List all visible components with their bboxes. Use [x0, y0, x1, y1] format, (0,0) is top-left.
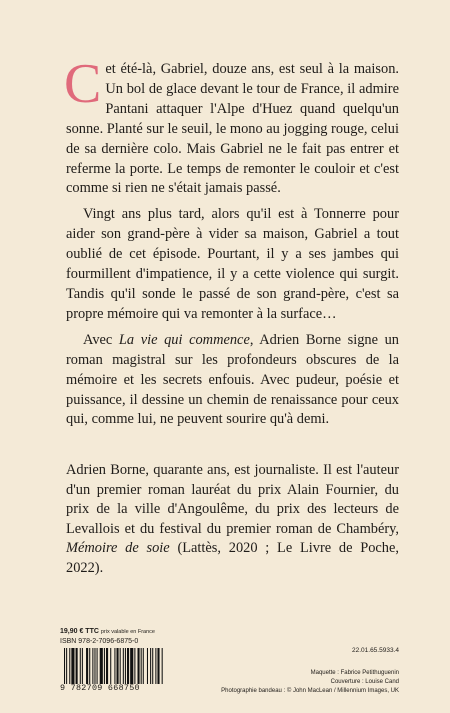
blurb-paragraph-3 [66, 331, 399, 431]
price-isbn-block [60, 627, 170, 693]
barcode-bar [71, 648, 74, 684]
barcode-bar [80, 648, 81, 684]
barcode-bar [143, 648, 144, 684]
barcode-bar [147, 648, 148, 684]
barcode-bar [110, 648, 111, 684]
author-bio [66, 461, 399, 579]
blurb-p3-rest: , Adrien Borne signe un roman magistral sur les profondeurs obscures de la mémoire et les secrets enfouis. Avec pudeur, poésie et puissance, il dessine un chemin de renaissance pour ceux qui, comme lui, ne peuvent sourire qu'à demi. [66, 331, 399, 428]
barcode-bar [94, 648, 95, 684]
barcode-bar [157, 648, 159, 684]
back-cover-blurb [64, 53, 399, 430]
barcode-bar [104, 648, 105, 684]
blurb-paragraph-2: Vingt ans plus tard, alors qu'il est à Tonnerre pour aider son grand-père à vider sa maison, Gabriel a tout oublié de cet épisode. Pourtant, il y a ses jambes qui fourmillent d'impatience, il y a cette violence qui surgit. Tandis qu'il sonde le passé de son grand-père, c'est sa propre mémoire qui va remonter à la surface… [66, 206, 399, 322]
barcode-bar [106, 648, 108, 684]
barcode-bar [138, 648, 140, 684]
credit-photo: Photographie bandeau : © John MacLean / Millennium Images, UK [221, 688, 399, 694]
price-note: prix valable en France [100, 629, 155, 635]
drop-cap: C [64, 53, 102, 115]
previous-book-title: Mémoire de soie [66, 540, 170, 557]
price-line [60, 627, 170, 637]
bio-text-start: Adrien Borne, quarante ans, est journaliste. Il est l'auteur d'un premier roman lauréat du prix Alain Fournier, du prix de la ville d'Angoulême, du prix des lecteurs de Levallois et du festival du premier roman de Chambéry, [66, 462, 399, 537]
barcode-bar [130, 648, 133, 684]
blurb-paragraph-1 [64, 53, 399, 199]
price-amount: 19,90 € TTC [60, 628, 99, 635]
barcode [60, 648, 168, 684]
barcode-bar [134, 648, 135, 684]
barcode-bar [141, 648, 142, 684]
barcode-digits: 9 782709 668750 [60, 683, 140, 693]
book-title: La vie qui commence [118, 331, 250, 348]
barcode-bar [86, 648, 88, 684]
barcode-bar [92, 648, 93, 684]
barcode-bar [125, 648, 126, 684]
credit-maquette: Maquette : Fabrice Petithuguenin [310, 670, 399, 676]
barcode-bar [162, 648, 163, 684]
barcode-bar [150, 648, 151, 684]
barcode-bar [127, 648, 129, 684]
code-reference: 22.01.65.5933.4 [352, 647, 399, 654]
barcode-bar [100, 648, 103, 684]
barcode-bar [114, 648, 115, 684]
bio-text-end: (Lattès, 2020 ; Le Livre de Poche, 2022). [66, 540, 399, 576]
barcode-bar [76, 648, 78, 684]
barcode-bar [97, 648, 98, 684]
barcode-bar [152, 648, 153, 684]
credit-couverture: Couverture : Louise Cand [330, 679, 399, 685]
author-bio-text [66, 461, 399, 579]
credits [221, 669, 399, 696]
barcode-bar [120, 648, 121, 684]
blurb-p3-lead: Avec [83, 331, 119, 348]
barcode-bar [64, 648, 65, 684]
barcode-bar [66, 648, 67, 684]
barcode-bar [123, 648, 124, 684]
barcode-bar [82, 648, 83, 684]
blurb-paragraph-1-text: et été-là, Gabriel, douze ans, est seul à la maison. Un bol de glace devant le tour de France, il admire Pantani attaquer l'Alpe d'Huez quand quelqu'un sonne. Planté sur le seuil, le mono au jogging rouge, celui de sa dernière colo. Mais Gabriel ne le fait pas entrer et referme la porte. Le temps de remonter le couloir et c'est comme si rien ne s'était jamais passé. [66, 61, 399, 197]
barcode-bar [117, 648, 119, 684]
barcode-bar [69, 648, 70, 684]
barcode-bar [155, 648, 156, 684]
barcode-bar [89, 648, 90, 684]
isbn: ISBN 978-2-7096-6875-0 [60, 638, 139, 645]
